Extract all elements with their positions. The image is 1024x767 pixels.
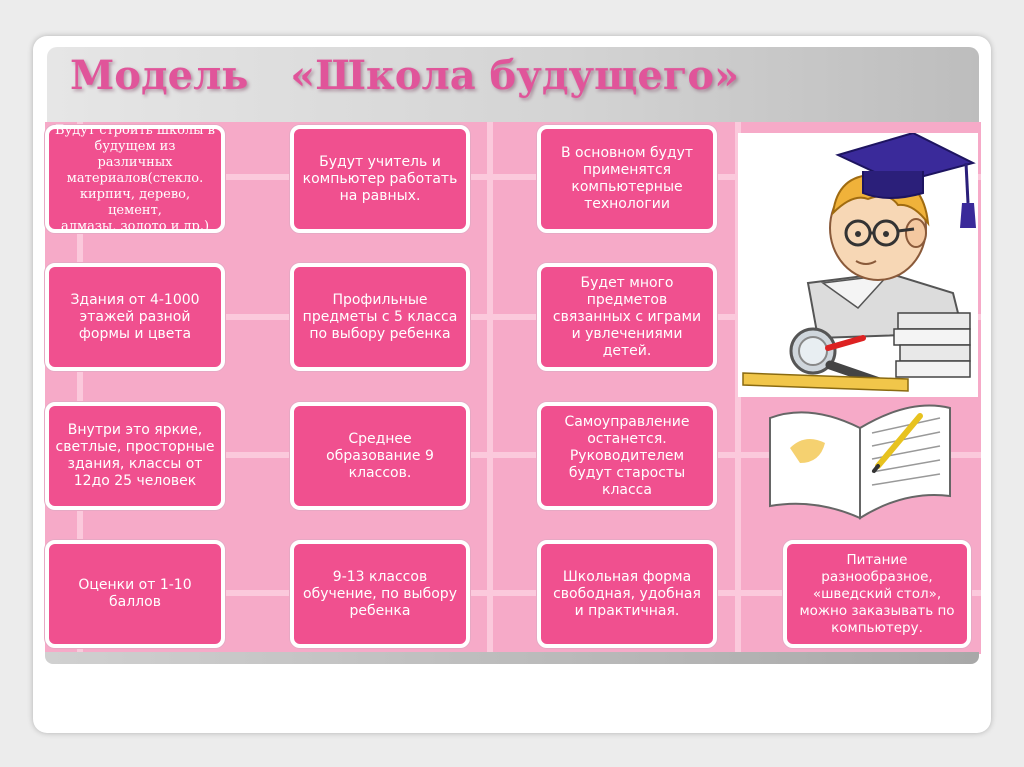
- card-text: Будут строить школы в будущем из различных материалов(стекло. кирпич, дерево, цемент, алмазы, золото и др.): [55, 123, 215, 234]
- card-text: Школьная форма свободная, удобная и практичная.: [553, 568, 701, 619]
- card-self-government: [537, 402, 717, 510]
- card-uniform: [537, 540, 717, 648]
- card-text: Оценки от 1-10 баллов: [78, 577, 192, 610]
- card-text: Самоуправление останется. Руководителем будут старосты класса: [564, 413, 690, 498]
- card-classes-choice: [290, 540, 470, 648]
- card-buildings: [45, 263, 225, 371]
- grid-line: [487, 122, 493, 654]
- card-secondary-education: [290, 402, 470, 510]
- card-profile-subjects: [290, 263, 470, 371]
- card-food: [783, 540, 971, 648]
- open-book-icon: [760, 388, 960, 528]
- bottom-bar: [45, 652, 979, 664]
- book-illustration: [760, 388, 960, 528]
- card-interior: [45, 402, 225, 510]
- card-text: Среднее образование 9 классов.: [326, 430, 434, 481]
- card-text: 9-13 классов обучение, по выбору ребенка: [303, 568, 457, 619]
- slide-title: Модель «Школа будущего»: [70, 52, 740, 99]
- card-text: Питание разнообразное, «шведский стол», можно заказывать по компьютеру.: [799, 551, 955, 636]
- card-computer-tech: [537, 125, 717, 233]
- card-text: Будут учитель и компьютер работать на равных.: [302, 153, 458, 204]
- card-text: Здания от 4-1000 этажей разной формы и цвета: [70, 291, 200, 342]
- student-graduate-icon: [738, 133, 978, 397]
- card-text: В основном будут применятся компьютерные технологии: [560, 145, 694, 212]
- card-grades: [45, 540, 225, 648]
- card-game-subjects: [537, 263, 717, 371]
- card-text: Профильные предметы с 5 класса по выбору ребенка: [302, 291, 458, 342]
- student-illustration: [738, 133, 978, 397]
- card-text: Будет много предметов связанных с играми и увлечениями детей.: [552, 274, 702, 359]
- card-teacher-computer: [290, 125, 470, 233]
- card-text: Внутри это яркие, светлые, просторные здания, классы от 12до 25 человек: [55, 422, 215, 489]
- card-materials: [45, 125, 225, 233]
